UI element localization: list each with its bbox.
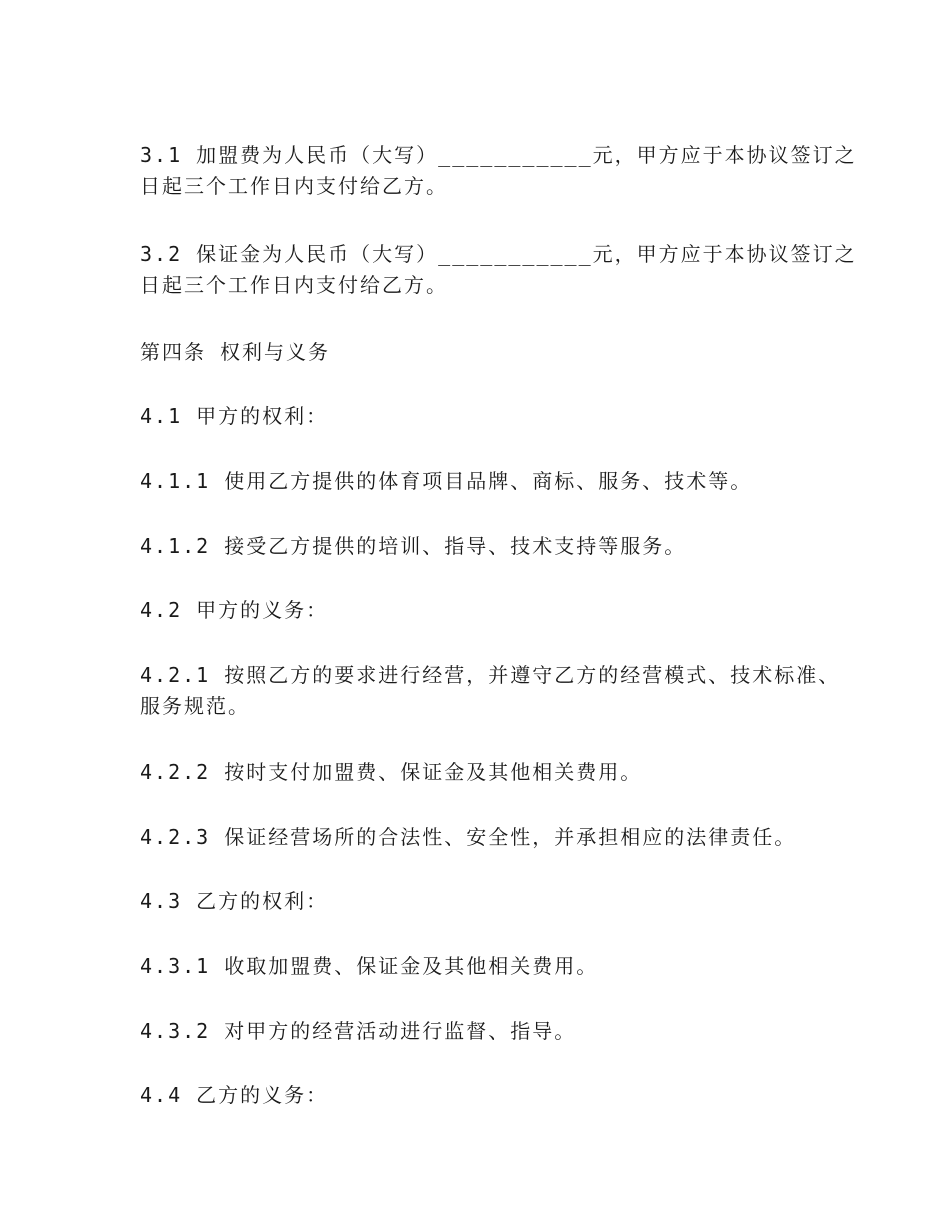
text-line: 4.1.2 接受乙方提供的培训、指导、技术支持等服务。 — [140, 534, 687, 558]
clause-4-1-2 — [140, 531, 840, 562]
text-line: 4.4 乙方的义务： — [140, 1083, 329, 1107]
clause-4-2-3 — [140, 822, 840, 853]
text-line: 4.2.1 按照乙方的要求进行经营，并遵守乙方的经营模式、技术标准、 — [140, 663, 841, 687]
text-line: 第四条 权利与义务 — [140, 340, 331, 364]
clause-4-2-2 — [140, 757, 840, 788]
text-line: 4.3.2 对甲方的经营活动进行监督、指导。 — [140, 1019, 577, 1043]
clause-4-1-1 — [140, 466, 840, 497]
text-line: 4.3.1 收取加盟费、保证金及其他相关费用。 — [140, 954, 599, 978]
clause-3-2-deposit — [140, 239, 857, 301]
text-line: 4.2 甲方的义务： — [140, 598, 329, 622]
text-line: 4.2.2 按时支付加盟费、保证金及其他相关费用。 — [140, 760, 643, 784]
text-line: 4.1.1 使用乙方提供的体育项目品牌、商标、服务、技术等。 — [140, 469, 753, 493]
text-line: 日起三个工作日内支付给乙方。 — [140, 174, 448, 198]
text-line: 3.1 加盟费为人民币（大写）___________元，甲方应于本协议签订之 — [140, 143, 857, 167]
text-line: 3.2 保证金为人民币（大写）___________元，甲方应于本协议签订之 — [140, 242, 857, 266]
clause-4-3-heading — [140, 886, 840, 917]
text-line: 4.3 乙方的权利： — [140, 889, 329, 913]
text-line: 4.2.3 保证经营场所的合法性、安全性，并承担相应的法律责任。 — [140, 825, 797, 849]
clause-4-4-heading — [140, 1080, 840, 1111]
clause-4-3-2 — [140, 1016, 840, 1047]
clause-4-2-heading — [140, 595, 840, 626]
clause-4-2-1 — [140, 660, 840, 722]
clause-4-1-heading — [140, 401, 840, 432]
text-line: 日起三个工作日内支付给乙方。 — [140, 273, 448, 297]
article-4-heading — [140, 337, 840, 368]
text-line: 4.1 甲方的权利： — [140, 404, 329, 428]
text-line: 服务规范。 — [140, 694, 250, 718]
clause-3-1-franchise-fee — [140, 140, 857, 202]
clause-4-3-1 — [140, 951, 840, 982]
